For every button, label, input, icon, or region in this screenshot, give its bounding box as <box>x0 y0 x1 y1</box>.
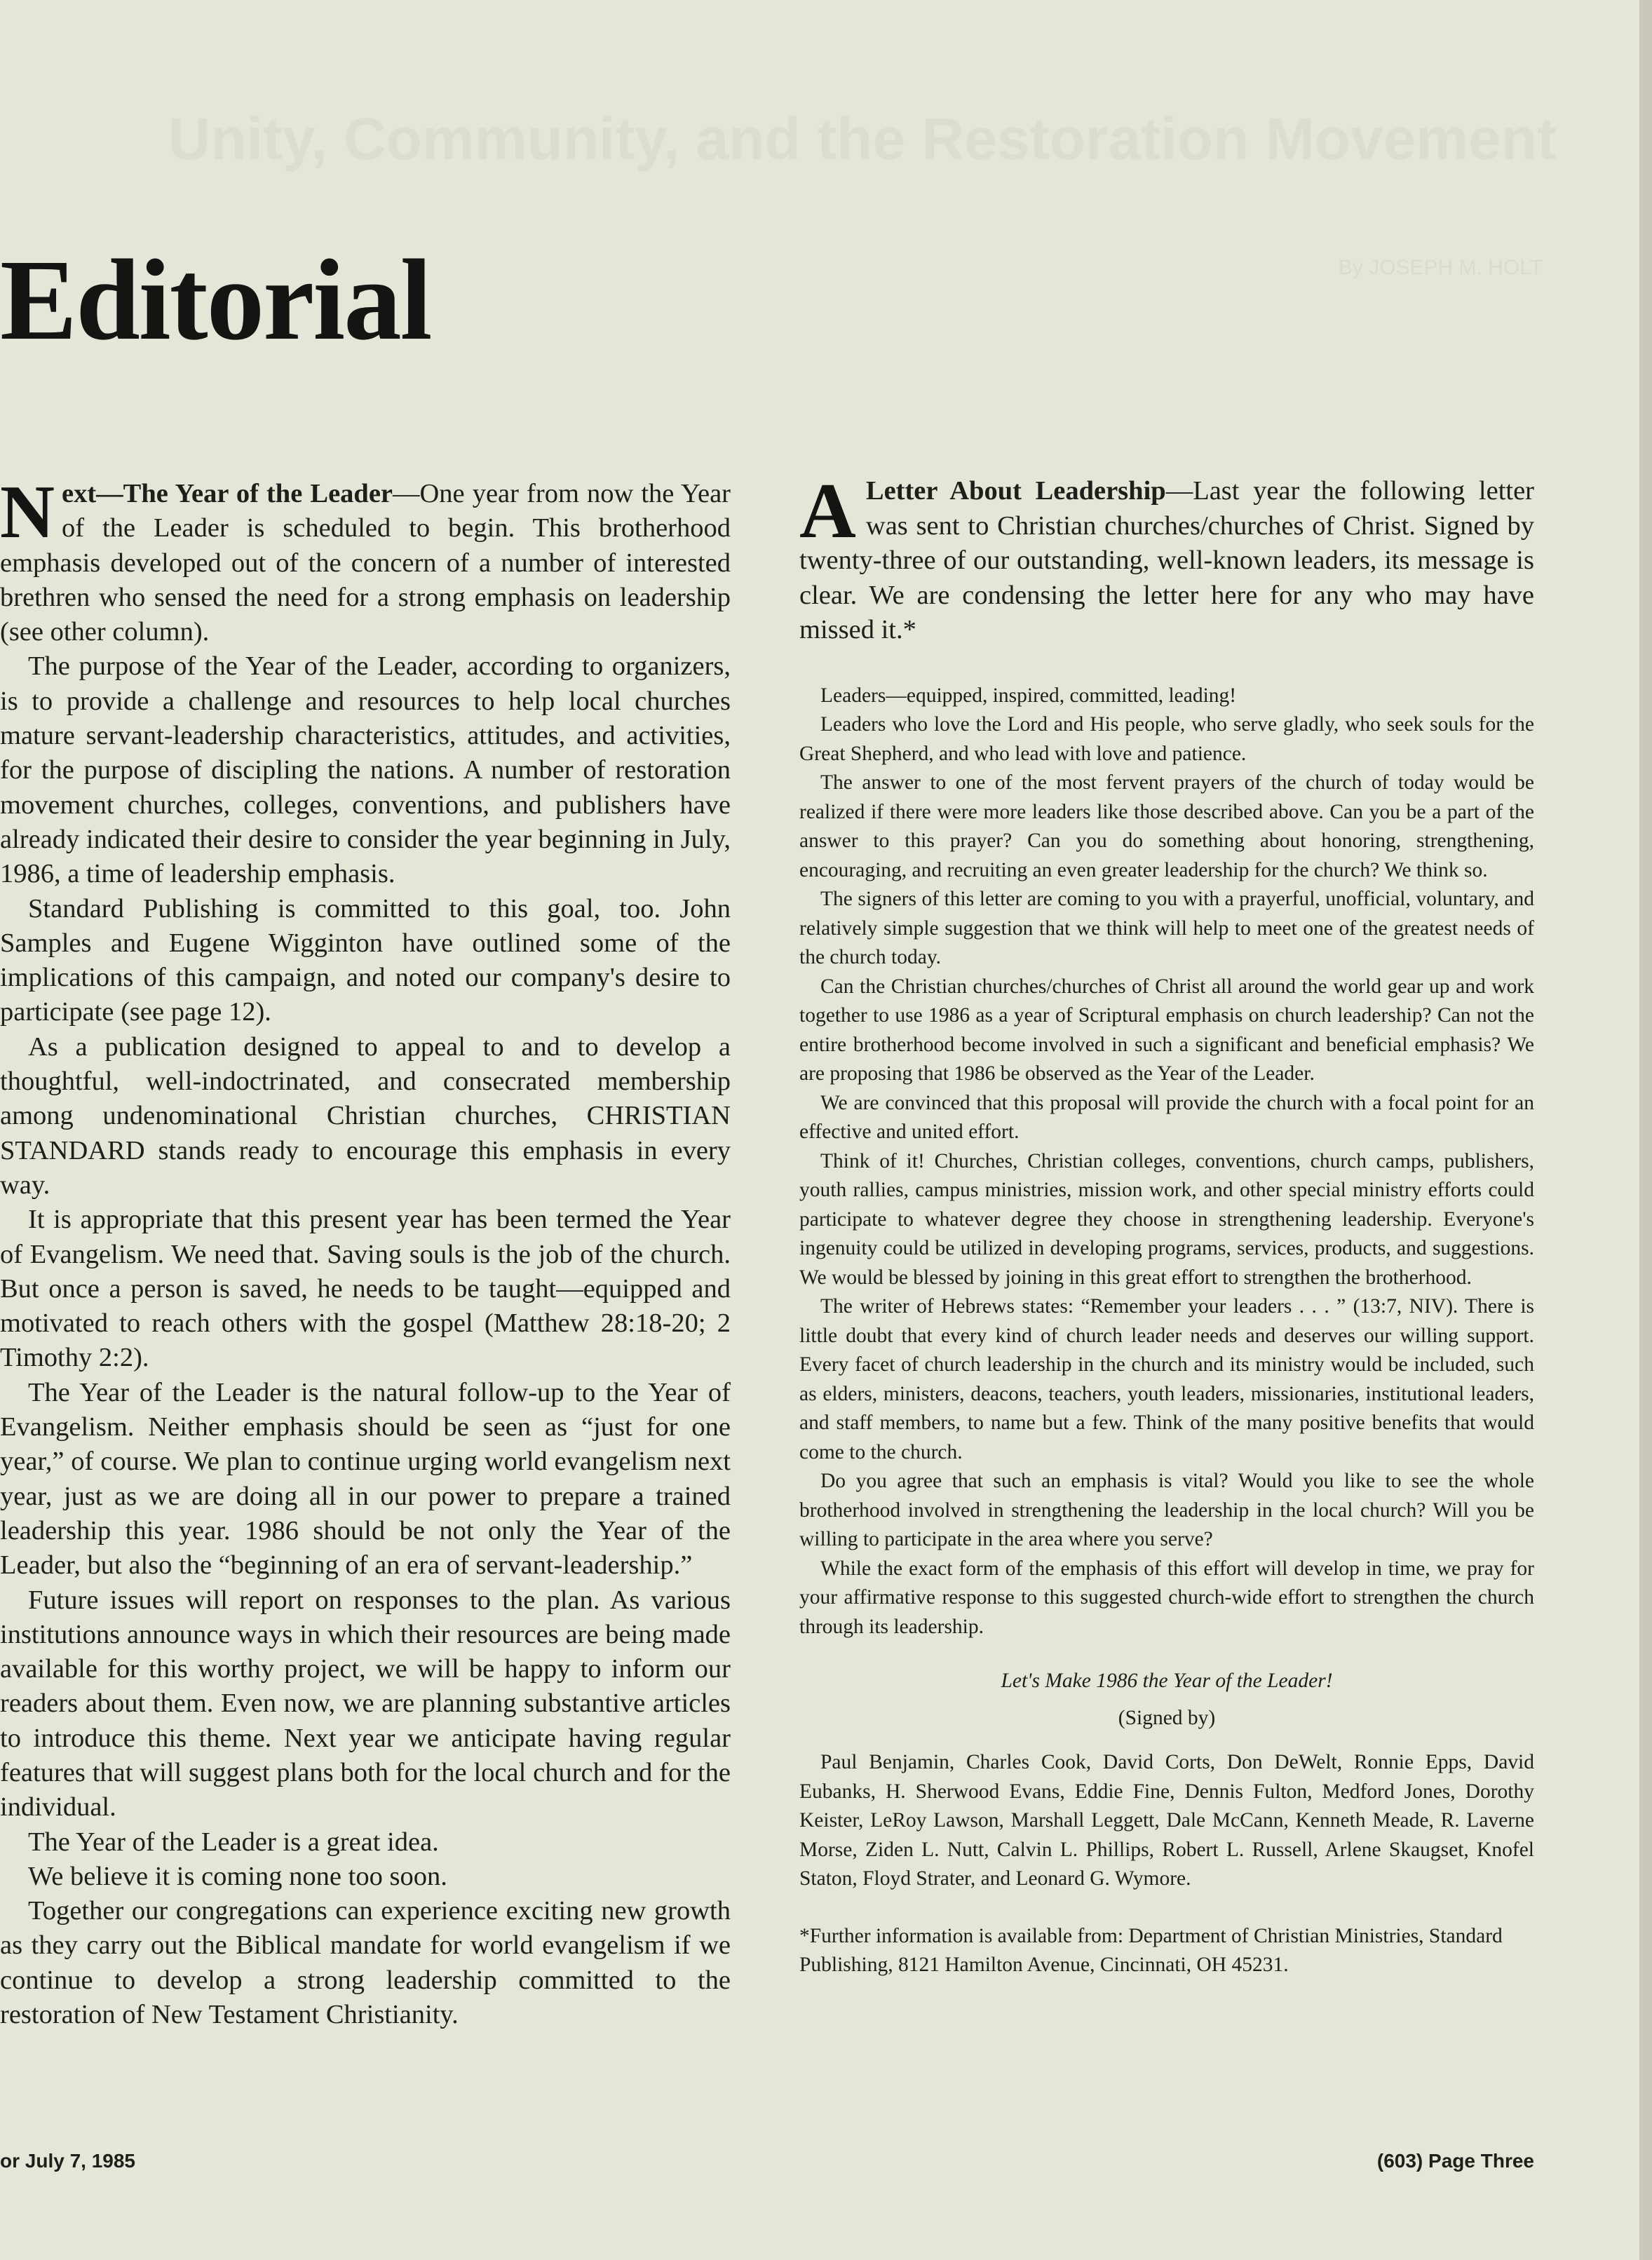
left-paragraph: Together our congregations can experience exciting new growth as they carry out the Biblical mandate for world evangelism if we continue to develop a strong leadership committed to the restoration of New Testament Christianity. <box>0 1896 731 2030</box>
left-paragraph: The Year of the Leader is a great idea. <box>28 1827 439 1857</box>
left-paragraph-1: Next—The Year of the Leader—One year from now the Year of the Leader is scheduled to begin. This brotherhood emphasis developed out of the concern of a number of interested brethren who sensed the need for a strong emphasis on leadership (see other column). <box>0 471 731 647</box>
left-paragraph: Future issues will report on responses to the plan. As various institutions announce ways in which their resources are being made available for this worthy project, we will be happy to inform our readers about them. Even now, we are planning substantive articles to introduce this theme. Next year we anticipate having regular features that will suggest plans both for the local church and for the individual. <box>0 1585 731 1822</box>
signed-by-label: (Signed by) <box>1118 1707 1216 1729</box>
left-paragraph: The Year of the Leader is the natural follow-up to the Year of Evangelism. Neither emphasis should be seen as “just for one year,” of course. We plan to continue urging world evangelism next year, just as we are doing all in our power to prepare a trained leadership this year. 1986 should be not only the Year of the Leader, but also the “beginning of an era of servant-leadership.” <box>0 1377 731 1581</box>
dropcap-n: N <box>0 471 55 554</box>
left-headline: ext—The Year of the Leader <box>62 479 393 508</box>
signers-list: Paul Benjamin, Charles Cook, David Corts, Don DeWelt, Ronnie Epps, David Eubanks, H. Sherwood Evans, Eddie Fine, Dennis Fulton, Medford Jones, Dorothy Keister, LeRoy Lawson, Marshall Leggett, Dale McCann, Kenneth Meade, R. Laverne Morse, Ziden L. Nutt, Calvin L. Phillips, Robert L. Russell, Arlene Skaugset, Knofel Staton, Floyd Strater, and Leonard G. Wymore. <box>799 1751 1534 1890</box>
page-title: Editorial <box>0 236 431 364</box>
left-column <box>0 471 731 2032</box>
right-column <box>799 468 1534 1980</box>
show-through-byline: By JOSEPH M. HOLT <box>1338 256 1543 279</box>
left-paragraph: The purpose of the Year of the Leader, according to organizers, is to provide a challenge and resources to help local churches mature servant-leadership characteristics, attitudes, and activities, for the purpose of discipling the nations. A number of restoration movement churches, colleges, conventions, and publishers have already indicated their desire to consider the year beginning in July, 1986, a time of leadership emphasis. <box>0 651 731 889</box>
left-paragraph: Standard Publishing is committed to this goal, too. John Samples and Eugene Wigginton have outlined some of the implications of this campaign, and noted our company's desire to participate (see page 12). <box>0 893 731 1027</box>
footer-page-number: (603) Page Three <box>1376 2150 1534 2172</box>
letter-paragraph: Leaders—equipped, inspired, committed, leading! <box>820 684 1237 707</box>
letter-paragraph: Do you agree that such an emphasis is vital? Would you like to see the whole brotherhood involved in strengthening the leadership in the local church? Will you be willing to participate in the area where you serve? <box>799 1470 1534 1550</box>
left-paragraph: As a publication designed to appeal to and to develop a thoughtful, well-indoctrinated, and consecrated membership among undenominational Christian churches, CHRISTIAN STANDARD stands ready to encourage this emphasis in every way. <box>0 1031 731 1200</box>
footer-date: or July 7, 1985 <box>0 2150 136 2172</box>
letter-signoff: Let's Make 1986 the Year of the Leader! <box>1001 1670 1333 1692</box>
show-through-title: Unity, Community, and the Restoration Movement <box>168 106 1557 172</box>
letter-paragraph: The writer of Hebrews states: “Remember your leaders . . . ” (13:7, NIV). There is little doubt that every kind of church leader needs and deserves our willing support. Every facet of church leadership in the church and its ministry would be included, such as elders, ministers, deacons, teachers, youth leaders, missionaries, institutional leaders, and staff members, to name but a few. Think of the many positive benefits that would come to the church. <box>799 1295 1534 1463</box>
letter-paragraph: While the exact form of the emphasis of this effort will develop in time, we pray for your affirmative response to this suggested church-wide effort to strengthen the church through its leadership. <box>799 1557 1534 1638</box>
left-paragraph: It is appropriate that this present year has been termed the Year of Evangelism. We need that. Saving souls is the job of the church. But once a person is saved, he needs to be taught—equipped and motivated to reach others with the gospel (Matthew 28:18-20; 2 Timothy 2:2). <box>0 1205 731 1373</box>
letter-paragraph: Think of it! Churches, Christian colleges, conventions, church camps, publishers, youth rallies, campus ministries, mission work, and other special ministry efforts could participate to whatever degree they choose in strengthening leadership. Everyone's ingenuity could be utilized in developing programs, services, products, and suggestions. We would be blessed by joining in this great effort to strengthen the brotherhood. <box>799 1149 1534 1289</box>
right-intro: A Letter About Leadership—Last year the following letter was sent to Christian churches/churches of Christ. Signed by twenty-three of our outstanding, well-known leaders, its message is clear. We are condensing the letter here for any who may have missed it.* <box>799 468 1534 644</box>
page-edge <box>1639 0 1652 2260</box>
right-headline: Letter About Leadership <box>865 476 1166 506</box>
letter-paragraph: Leaders who love the Lord and His people, who serve gladly, who seek souls for the Great Shepherd, and who lead with love and patience. <box>799 713 1534 765</box>
letter-paragraph: Can the Christian churches/churches of Christ all around the world gear up and work together to use 1986 as a year of Scriptural emphasis on church leadership? Can not the entire brotherhood become involved in such a significant and beneficial emphasis? We are proposing that 1986 be observed as the Year of the Leader. <box>799 975 1534 1085</box>
footnote: *Further information is available from: Department of Christian Ministries, Standard Publishing, 8121 Hamilton Avenue, Cincinnati, OH 45231. <box>799 1924 1503 1976</box>
letter-paragraph: The answer to one of the most fervent prayers of the church of today would be realized if there were more leaders like those described above. Can you be a part of the answer to this prayer? Can you do something about honoring, strengthening, encouraging, and recruiting an even greater leadership for the church? We think so. <box>799 771 1534 881</box>
letter-paragraph: The signers of this letter are coming to you with a prayerful, unofficial, voluntary, and relatively simple suggestion that we think will help to meet one of the greatest needs of the church today. <box>799 888 1534 968</box>
letter-paragraph: We are convinced that this proposal will provide the church with a focal point for an effective and united effort. <box>799 1091 1534 1143</box>
dropcap-a: A <box>799 468 856 555</box>
left-paragraph: We believe it is coming none too soon. <box>28 1861 447 1891</box>
letter-body <box>799 682 1534 1642</box>
